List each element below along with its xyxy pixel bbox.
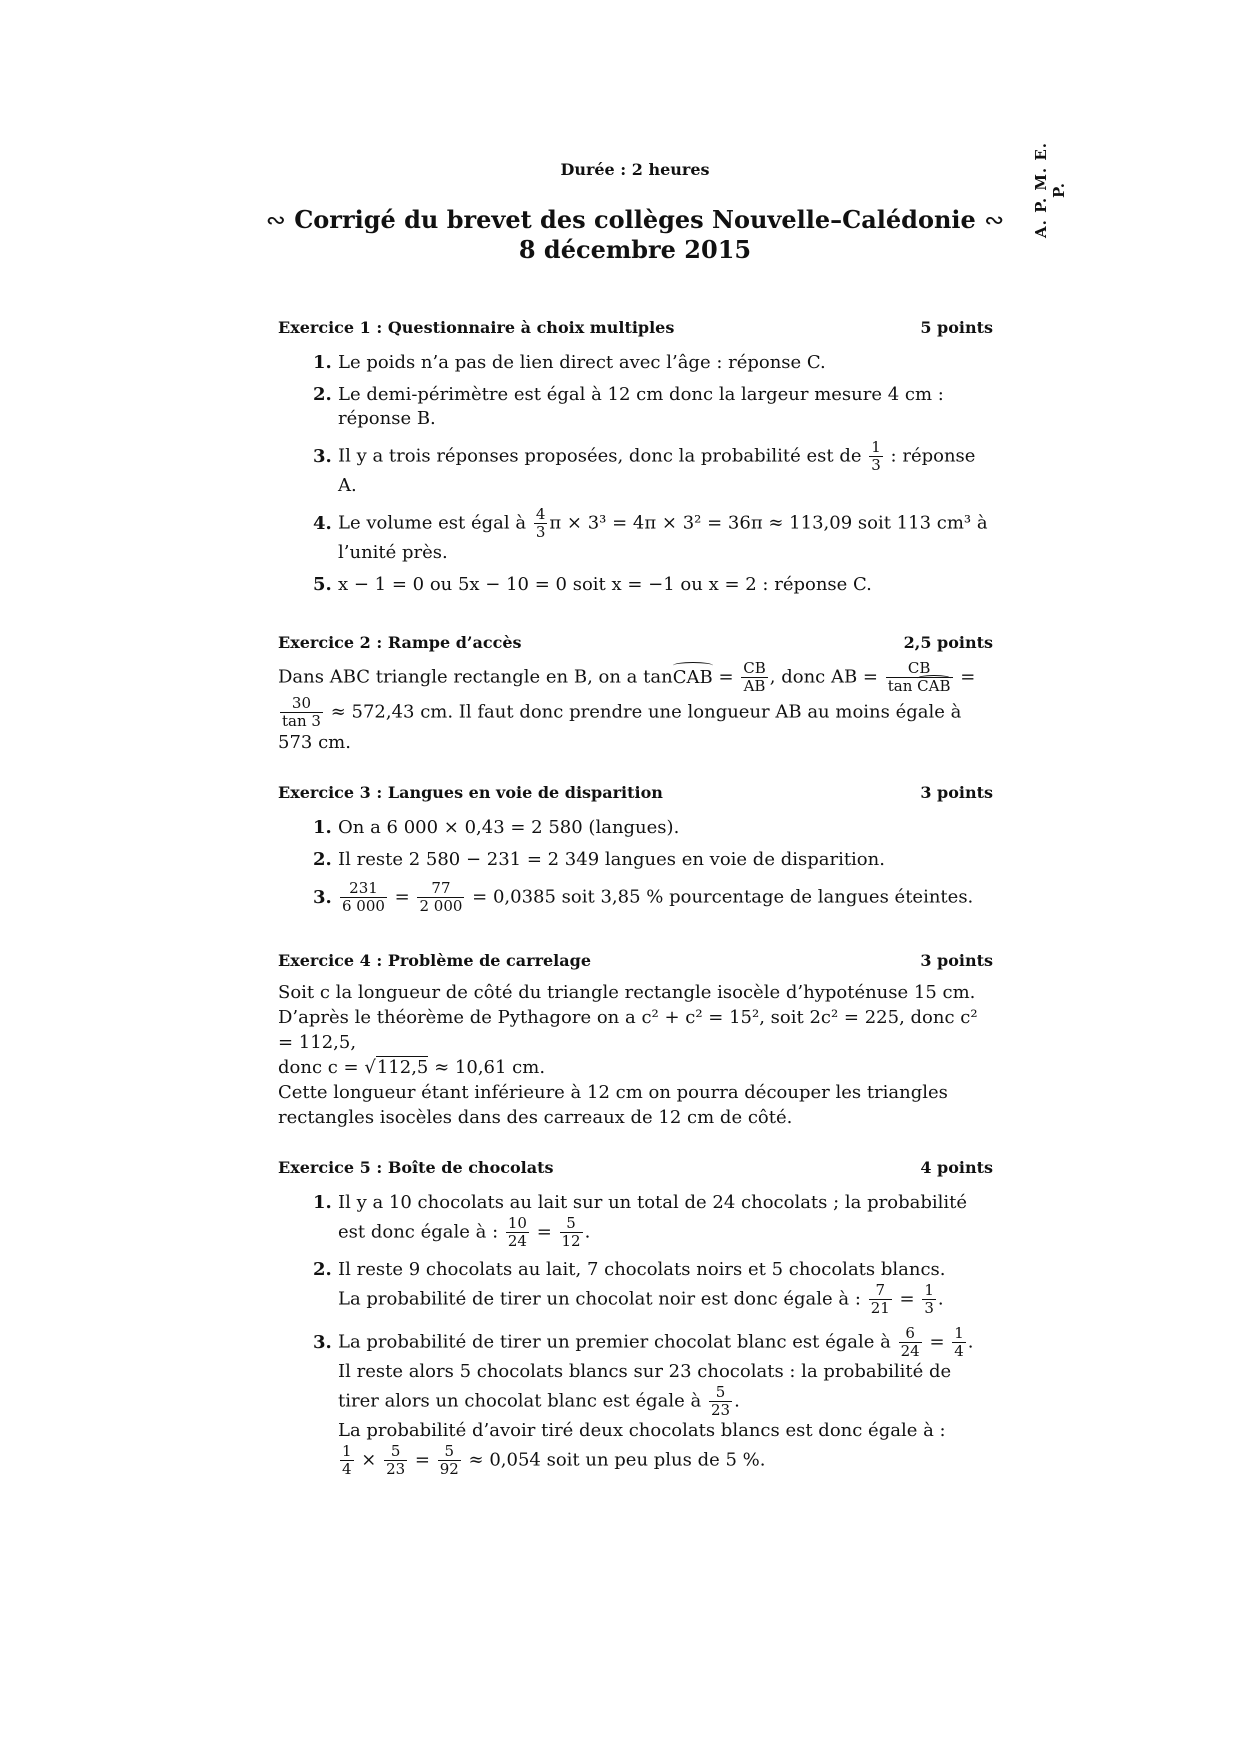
list-item: 3. $\frac{231}{6 000}$ = $\frac{77}{2 000}$ = 0,0385 soit 3,85 % pourcentage de langues éteintes. [338,880,993,915]
list-item: 3. La probabilité de tirer un premier chocolat blanc est égale à $\frac{6}{24}$ = $\frac{1}{4}$ . Il reste alors 5 chocolats blancs sur 23 chocolats : la probabilité de tirer alors un chocolat blanc est égale à $\frac{5}{23}$ . La probabilité d’avoir tiré deux chocolats blancs est donc égale à : $\frac{1}{4}$ × $\frac{5}{23}$ = $\frac{5}{92}$ ≈ 0,054 soit un peu plus de 5 %. [338,1325,993,1478]
item-text: Il y a 10 chocolats au lait sur un total de 24 chocolats ; la probabilité est donc égale à : [338,1192,968,1243]
denominator: 6 000 [342,897,385,915]
item-text: π × 3³ = 4π × 3² = 36π ≈ 113,09 soit 113 cm³ à l’unité près. [338,512,988,563]
fraction [560,1215,583,1250]
list-item [338,816,993,840]
item-text: : réponse A. [338,445,976,496]
denominator: 12 [561,1232,581,1250]
equals: = [718,666,734,688]
list-item [338,848,993,872]
exercise-3-list [278,816,993,915]
exercise-5-list [278,1191,993,1478]
angle-cab: CAB [917,677,951,695]
numerator: CB [886,660,953,678]
numerator: 4 [535,505,546,523]
denominator: 24 [900,1342,920,1360]
item-text: Le poids n’a pas de lien direct avec l’âge : réponse C. [338,352,826,373]
denominator: 2 000 [419,897,463,915]
denominator: 3 [924,1299,934,1317]
item-text: La probabilité d’avoir tiré deux chocolats blancs est donc égale à : [338,1420,946,1441]
list-item [338,439,993,498]
denominator: 21 [870,1299,890,1317]
paragraph-line: Cette longueur étant inférieure à 12 cm on pourra découper les triangles rectangles isocèles dans des carreaux de 12 cm de côté. [278,1082,948,1128]
denominator: 92 [439,1460,459,1478]
exercise-4-title: Exercice 4 : Problème de carrelage [278,951,591,970]
numerator: 77 [417,880,464,898]
ornament-right-icon: ∾ [984,206,1005,234]
exercise-1-list [278,351,993,597]
fraction [922,1282,936,1317]
fraction [534,506,548,541]
fraction [340,880,387,915]
fraction [384,1443,407,1478]
denominator [886,678,953,695]
list-item: 1. Il y a 10 chocolats au lait sur un total de 24 chocolats ; la probabilité est donc égale à : $\frac{10}{24}$ = $\frac{5}{12}$ . [338,1191,993,1250]
text: , donc AB = [769,666,878,688]
numerator: 5 [709,1384,732,1402]
paragraph-line: D’après le théorème de Pythagore on a c² + c² = 15², soit 2c² = 225, donc c² = 112,5, [278,1007,978,1053]
exercise-3-title: Exercice 3 : Langues en voie de disparition [278,783,663,802]
denominator: 4 [342,1460,352,1478]
item-text: On a 6 000 × 0,43 = 2 580 (langues). [338,817,680,838]
fraction [506,1215,529,1250]
item-text: Le demi-périmètre est égal à 12 cm donc la largeur mesure 4 cm : réponse B. [338,384,944,429]
numerator: 7 [869,1282,892,1300]
numerator: 3. 231 [340,880,387,898]
item-text: ≈ 0,054 soit un peu plus de 5 %. [468,1449,766,1471]
item-text: Il y a trois réponses proposées, donc la probabilité est de [338,445,862,467]
exercise-4-points: 3 points [920,951,993,970]
list-item: 2. Il reste 9 chocolats au lait, 7 chocolats noirs et 5 chocolats blancs. La probabilité de tirer un chocolat noir est donc égale à : $\frac{7}{21}$ = $\frac{1}{3}$ . [338,1258,993,1317]
item-text: Il reste 2 580 − 231 = 2 349 langues en voie de disparition. [338,849,885,870]
document-body [278,318,993,1486]
exercise-4-text [278,980,993,1130]
exercise-4-header [278,951,993,970]
exercise-3-header [278,783,993,802]
exercise-2-text [278,660,993,755]
item-text: Le volume est égal à [338,512,527,534]
numerator: 30 [280,695,323,713]
denominator: 4 [954,1342,964,1360]
fraction [709,1384,732,1419]
denominator: tan 3 [282,712,321,730]
numerator: 6 [899,1325,922,1343]
denominator: 3 [535,523,546,541]
numerator: 1 [342,1442,352,1460]
denominator: AB [743,677,766,695]
numerator: 1 [924,1281,934,1299]
item-text: = 0,0385 soit 3,85 % pourcentage de langues éteintes. [472,886,974,908]
denominator: 24 [507,1232,527,1250]
numerator: 5 [438,1443,461,1461]
fraction [280,695,323,730]
fraction [886,660,953,695]
exercise-2-points: 2,5 points [903,633,993,652]
list-item [338,383,993,431]
item-text: x − 1 = 0 ou 5x − 10 = 0 soit x = −1 ou x = 2 : réponse C. [338,574,872,595]
fraction [438,1443,461,1478]
exercise-5-header [278,1158,993,1177]
paragraph-line: donc c = √ [278,1057,376,1078]
numerator: 5 [384,1443,407,1461]
exercise-2-header [278,633,993,652]
equals: = [960,666,976,688]
numerator: 1 [954,1324,964,1342]
fraction [952,1325,966,1360]
numerator: 1 [871,438,881,456]
title-line-2: 8 décembre 2015 [518,235,752,264]
fraction [340,1443,354,1478]
exercise-5-title: Exercice 5 : Boîte de chocolats [278,1158,554,1177]
fraction [417,880,464,915]
duration: Durée : 2 heures [560,160,710,179]
page-title [0,205,1240,265]
denominator: 3 [871,456,881,474]
ornament-left-icon: ∾ [265,206,286,234]
text: ≈ 572,43 cm. Il faut donc prendre une longueur AB au moins égale à 573 cm. [278,701,962,753]
fraction [741,660,768,695]
list-item [338,351,993,375]
tan-label: tan [887,677,913,695]
item-text: La probabilité de tirer un chocolat noir est donc égale à : [338,1288,861,1310]
item-text: Il reste 9 chocolats au lait, 7 chocolats noirs et 5 chocolats blancs. [338,1259,946,1280]
exercise-5-points: 4 points [920,1158,993,1177]
fraction [869,1282,892,1317]
angle-cab: CAB [672,666,713,688]
list-item [338,573,993,597]
exercise-1-header [278,318,993,337]
denominator: 23 [711,1401,731,1419]
item-text: Il reste alors 5 chocolats blancs sur 23 chocolats : la probabilité de tirer alors un chocolat blanc est égale à [338,1361,952,1412]
exercise-1-points: 5 points [920,318,993,337]
exercise-3-points: 3 points [920,783,993,802]
title-line-1: Corrigé du brevet des collèges Nouvelle–Calédonie [294,205,976,234]
exercise-2-title: Exercice 2 : Rampe d’accès [278,633,522,652]
apmep-side-label: A. P. M. E. P. [1032,141,1068,239]
denominator: 23 [386,1460,406,1478]
numerator: 5 [560,1215,583,1233]
exercise-1-title: Exercice 1 : Questionnaire à choix multiples [278,318,675,337]
list-item [338,506,993,565]
radicand: 112,5 [376,1057,429,1078]
numerator: CB [743,659,766,677]
paragraph-line: ≈ 10,61 cm. [434,1057,546,1078]
text: Dans ABC triangle rectangle en B, on a tan [278,666,673,688]
numerator: 10 [507,1214,527,1232]
paragraph-line: Soit c la longueur de côté du triangle rectangle isocèle d’hypoténuse 15 cm. [278,982,976,1003]
fraction [899,1325,922,1360]
item-text: La probabilité de tirer un premier chocolat blanc est égale à [338,1331,891,1353]
fraction [869,439,883,474]
